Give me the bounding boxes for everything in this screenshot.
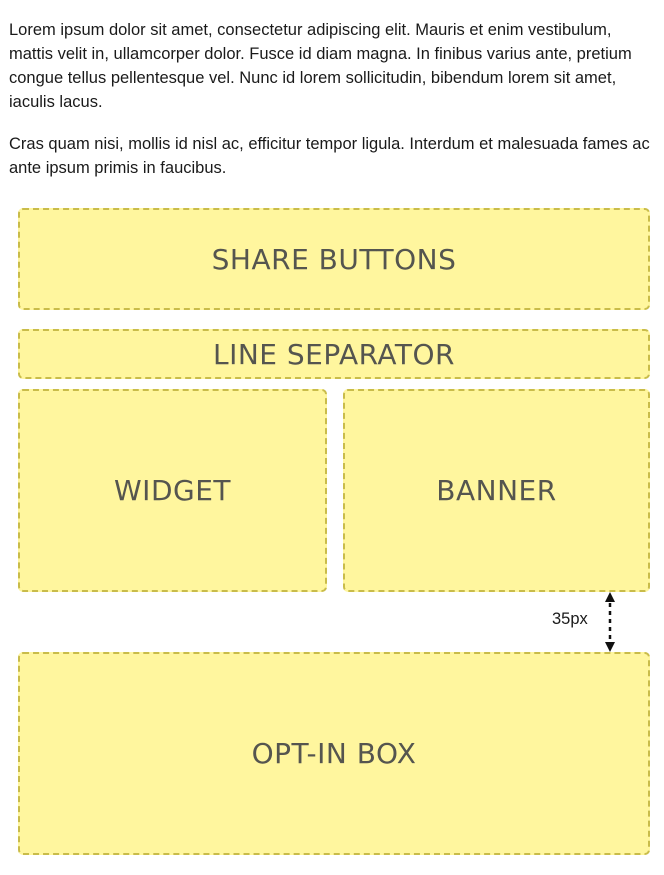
opt-in-box-label: OPT-IN BOX	[251, 737, 417, 770]
banner-label: BANNER	[436, 474, 557, 507]
banner-block	[343, 389, 650, 592]
share-buttons-label: SHARE BUTTONS	[211, 242, 457, 276]
opt-in-box-block	[18, 652, 650, 855]
line-separator-block	[18, 329, 650, 379]
widget-label: WIDGET	[114, 474, 231, 507]
widget-block	[18, 389, 327, 592]
line-separator-label: LINE SEPARATOR	[212, 337, 455, 371]
share-buttons-block	[18, 208, 650, 310]
spacing-label: 35px	[552, 610, 588, 628]
double-arrow-icon	[600, 591, 620, 653]
intro-paragraph-1: Lorem ipsum dolor sit amet, consectetur adipiscing elit. Mauris et enim vestibulum, mattis velit in, ullamcorper dolor. Fusce id diam magna. In finibus varius ante, pretium congue tellus pellentesque vel. Nunc id lorem sollicitudin, bibendum lorem sit amet, iaculis lacus.	[9, 21, 632, 111]
intro-paragraph-2: Cras quam nisi, mollis id nisl ac, efficitur tempor ligula. Interdum et malesuada fames ac ante ipsum primis in faucibus.	[9, 135, 650, 177]
